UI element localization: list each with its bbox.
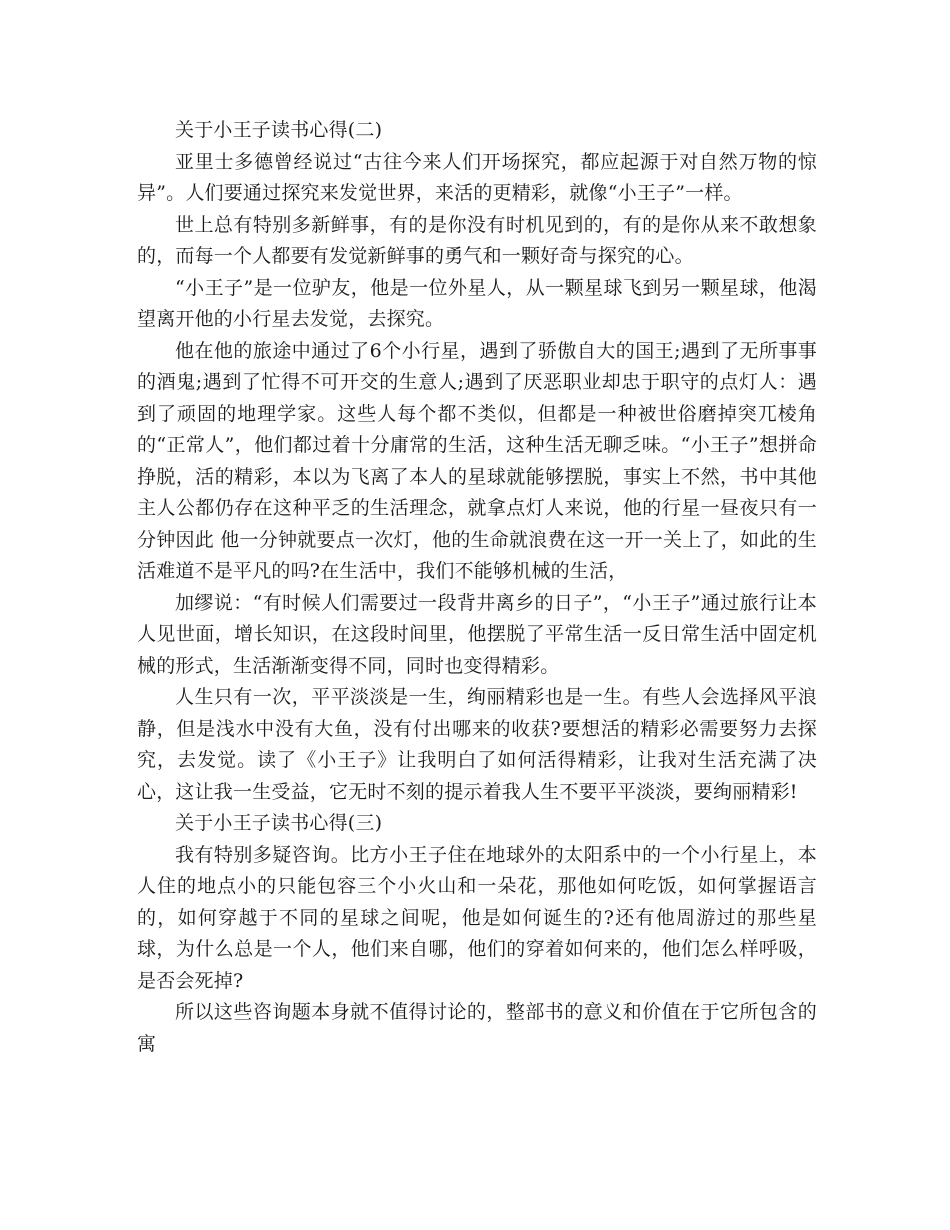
- paragraph: 我有特别多疑咨询。比方小王子住在地球外的太阳系中的一个小行星上，本人住的地点小的只能包容三个小火山和一朵花，那他如何吃饭，如何掌握语言的，如何穿越于不同的星球之间呢，他是如何诞生的?还有他周游过的那些星球，为什么总是一个人，他们来自哪，他们的穿着如何来的，他们怎么样呼吸，是否会死掉?: [137, 843, 817, 992]
- paragraph: 所以这些咨询题本身就不值得讨论的，整部书的意义和价值在于它所包含的寓: [137, 1001, 817, 1055]
- section-heading-3: 关于小王子读书心得(三): [175, 812, 383, 834]
- paragraph: 他在他的旅途中通过了6个小行星，遇到了骄傲自大的国王;遇到了无所事事的酒鬼;遇到了忙得不可开交的生意人;遇到了厌恶职业却忠于职守的点灯人：遇到了顽固的地理学家。这些人每个都不类似，但都是一种被世俗磨掉突兀棱角的“正常人”，他们都过着十分庸常的生活，这种生活无聊乏味。“小王子”想拼命挣脱，活的精彩，本以为飞离了本人的星球就能够摆脱，事实上不然，书中其他主人公都仍存在这种平乏的生活理念，就拿点灯人来说，他的行星一昼夜只有一分钟因此 他一分钟就要点一次灯，他的生命就浪费在这一开一关上了，如此的生活难道不是平凡的吗?在生活中，我们不能够机械的生活，: [137, 339, 817, 582]
- section-heading-2: 关于小王子读书心得(二): [175, 119, 383, 141]
- paragraph: 亚里士多德曾经说过“古往今来人们开场探究，都应起源于对自然万物的惊异”。人们要通过探究来发觉世界，来活的更精彩，就像“小王子”一样。: [137, 150, 817, 204]
- paragraph: “小王子”是一位驴友，他是一位外星人，从一颗星球飞到另一颗星球，他渴望离开他的小行星去发觉，去探究。: [137, 276, 817, 330]
- paragraph: 人生只有一次，平平淡淡是一生，绚丽精彩也是一生。有些人会选择风平浪静，但是浅水中没有大鱼，没有付出哪来的收获?要想活的精彩必需要努力去探究，去发觉。读了《小王子》让我明白了如何活得精彩，让我对生活充满了决心，这让我一生受益，它无时不刻的提示着我人生不要平平淡淡，要绚丽精彩!: [137, 686, 817, 803]
- document-body: [137, 115, 817, 1060]
- paragraph: 世上总有特别多新鲜事，有的是你没有时机见到的，有的是你从来不敢想象的，而每一个人都要有发觉新鲜事的勇气和一颗好奇与探究的心。: [137, 213, 817, 267]
- paragraph: 加缪说：“有时候人们需要过一段背井离乡的日子”，“小王子”通过旅行让本人见世面，增长知识，在这段时间里，他摆脱了平常生活一反日常生活中固定机械的形式，生活渐渐变得不同，同时也变得精彩。: [137, 591, 817, 677]
